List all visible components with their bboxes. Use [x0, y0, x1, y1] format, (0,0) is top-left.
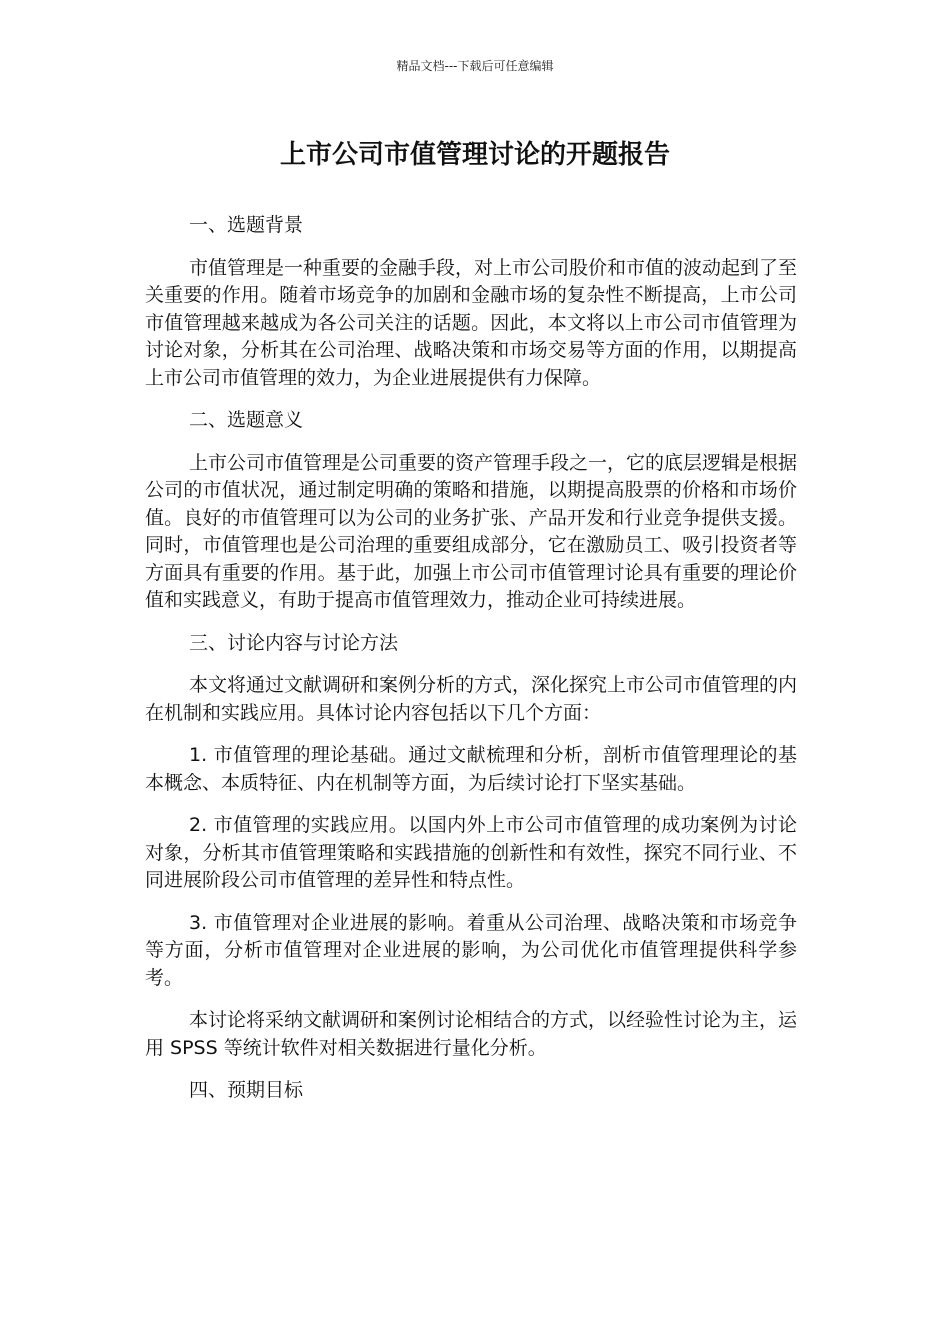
- header-note: 精品文档---下载后可任意编辑: [396, 59, 554, 73]
- document-title: 上市公司市值管理讨论的开题报告: [279, 140, 670, 170]
- content-item-1: 1. 市值管理的理论基础。通过文献梳理和分析，剖析市值管理理论的基本概念、本质特征、内在机制等方面，为后续讨论打下坚实基础。: [145, 744, 797, 794]
- document-body: [145, 212, 797, 1120]
- method-paragraph: 本讨论将采纳文献调研和案例讨论相结合的方式，以经验性讨论为主，运用 SPSS 等统计软件对相关数据进行量化分析。: [145, 1009, 798, 1059]
- content-intro-paragraph: 本文将通过文献调研和案例分析的方式，深化探究上市公司市值管理的内在机制和实践应用。具体讨论内容包括以下几个方面：: [145, 674, 798, 724]
- content-item-3: 3. 市值管理对企业进展的影响。着重从公司治理、战略决策和市场竞争等方面，分析市值管理对企业进展的影响，为公司优化市值管理提供科学参考。: [145, 911, 797, 989]
- content-item-2: 2. 市值管理的实践应用。以国内外上市公司市值管理的成功案例为讨论对象，分析其市值管理策略和实践措施的创新性和有效性，探究不同行业、不同进展阶段公司市值管理的差异性和特点性。: [145, 814, 797, 891]
- section-heading-content-method: 三、讨论内容与讨论方法: [189, 631, 399, 654]
- section-heading-significance: 二、选题意义: [189, 409, 304, 431]
- section-heading-background: 一、选题背景: [189, 214, 304, 236]
- section-heading-goals: 四、预期目标: [189, 1079, 304, 1101]
- background-paragraph: 市值管理是一种重要的金融手段，对上市公司股价和市值的波动起到了至关重要的作用。随着市场竞争的加剧和金融市场的复杂性不断提高，上市公司市值管理越来越成为各公司关注的话题。因此，本文将以上市公司市值管理为讨论对象，分析其在公司治理、战略决策和市场交易等方面的作用，以期提高上市公司市值管理的效力，为企业进展提供有力保障。: [145, 256, 798, 389]
- significance-paragraph: 上市公司市值管理是公司重要的资产管理手段之一，它的底层逻辑是根据公司的市值状况，通过制定明确的策略和措施，以期提高股票的价格和市场价值。良好的市值管理可以为公司的业务扩张、产品开发和行业竞争提供支援。同时，市值管理也是公司治理的重要组成部分，它在激励员工、吸引投资者等方面具有重要的作用。基于此，加强上市公司市值管理讨论具有重要的理论价值和实践意义，有助于提高市值管理效力，推动企业可持续进展。: [145, 451, 798, 611]
